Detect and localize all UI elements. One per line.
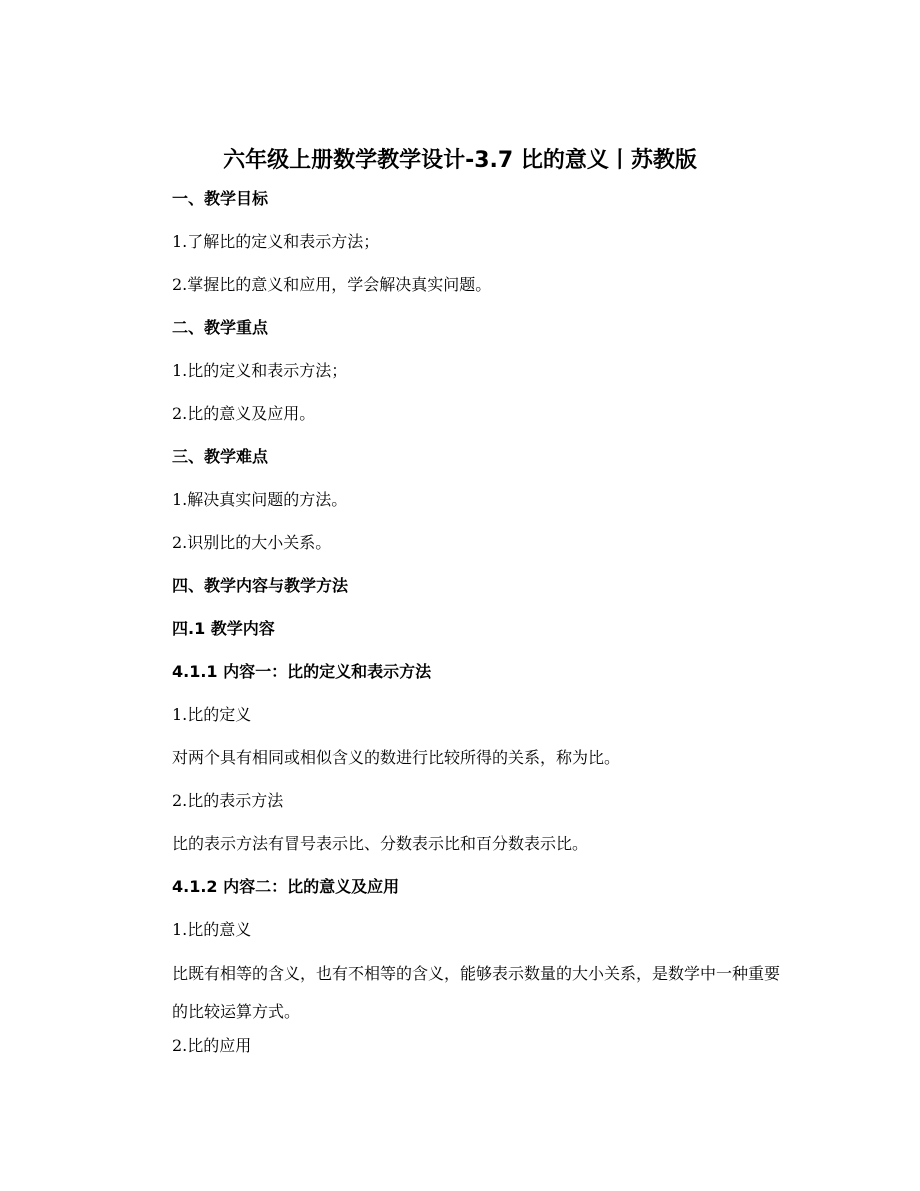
objective-item-2: 2.掌握比的意义和应用，学会解决真实问题。 — [172, 275, 492, 294]
document-title: 六年级上册数学教学设计-3.7 比的意义丨苏教版 — [223, 148, 697, 173]
objective-item-1: 1.了解比的定义和表示方法； — [172, 232, 380, 251]
section-heading-content-methods: 四、教学内容与教学方法 — [172, 576, 349, 595]
content-1-definition-text: 对两个具有相同或相似含义的数进行比较所得的关系，称为比。 — [172, 748, 621, 767]
content-2-meaning-text: 比既有相等的含义，也有不相等的含义，能够表示数量的大小关系，是数学中一种重要的比较运算方式。 — [172, 964, 781, 1021]
subsection-heading-content: 四.1 教学内容 — [172, 619, 275, 638]
difficulty-item-1: 1.解决真实问题的方法。 — [172, 490, 348, 509]
difficulty-item-2: 2.识别比的大小关系。 — [172, 533, 332, 552]
section-heading-key-points: 二、教学重点 — [172, 318, 269, 337]
section-heading-objectives: 一、教学目标 — [172, 189, 269, 208]
key-point-item-1: 1.比的定义和表示方法； — [172, 361, 348, 380]
subsubsection-heading-content-2: 4.1.2 内容二：比的意义及应用 — [172, 877, 400, 896]
subsubsection-heading-content-1: 4.1.1 内容一：比的定义和表示方法 — [172, 662, 432, 681]
content-1-representation-text: 比的表示方法有冒号表示比、分数表示比和百分数表示比。 — [172, 834, 589, 853]
content-1-subheading-definition: 1.比的定义 — [172, 705, 252, 724]
content-2-subheading-application: 2.比的应用 — [172, 1036, 252, 1055]
content-2-subheading-meaning: 1.比的意义 — [172, 920, 252, 939]
section-heading-difficulties: 三、教学难点 — [172, 447, 269, 466]
key-point-item-2: 2.比的意义及应用。 — [172, 404, 316, 423]
content-1-subheading-representation: 2.比的表示方法 — [172, 791, 284, 810]
